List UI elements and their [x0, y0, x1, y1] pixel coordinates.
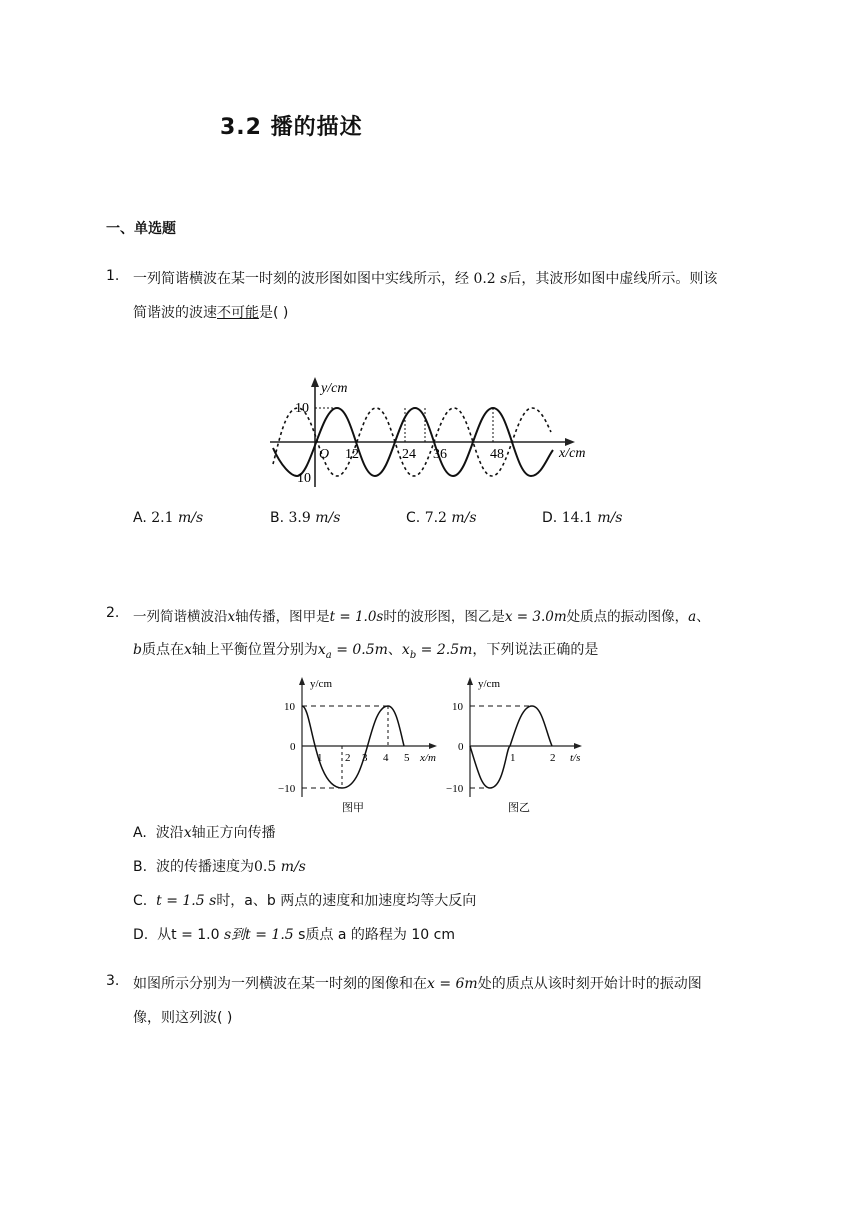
y-axis-arrow [299, 677, 305, 685]
y-tick-neg10: −10 [446, 783, 464, 795]
vibration-curve [470, 706, 552, 788]
x-tick-5: 5 [404, 752, 410, 764]
x-tick-24: 24 [402, 447, 416, 462]
x-tick-4: 4 [383, 752, 389, 764]
y-axis-label: y/cm [310, 678, 332, 690]
x-tick-12: 12 [345, 447, 359, 462]
question-1-option-d[interactable]: D. 14.1 m/s [542, 510, 623, 526]
y-axis-label: y/cm [321, 381, 348, 396]
t-axis-label: t/s [570, 752, 581, 764]
y-axis-label: y/cm [478, 678, 500, 690]
question-2-option-a[interactable]: A. 波沿x轴正方向传播 [133, 825, 276, 841]
question-1-option-a[interactable]: A. 2.1 m/s [133, 510, 204, 526]
question-1-number: 1. [106, 268, 120, 284]
y-axis-arrow [311, 377, 319, 387]
origin-label: O [319, 447, 330, 462]
y-tick-0: 0 [458, 741, 464, 753]
question-3-number: 3. [106, 973, 120, 989]
question-1-option-c[interactable]: C. 7.2 m/s [406, 510, 477, 526]
question-2-line-2: b质点在x轴上平衡位置分别为$x_a = 0.5m$、$x_b = 2.5m$，下列说法正确的是 [133, 642, 599, 661]
wave-curve [302, 706, 404, 788]
x-tick-48: 48 [490, 447, 504, 462]
question-1-line-1: 一列简谐横波在某一时刻的波形图如图中实线所示，经 0.2 s后，其波形如图中虚线所示。则该 [133, 271, 718, 287]
figure-caption: 图乙 [508, 802, 530, 814]
t-tick-2: 2 [550, 752, 556, 764]
x-tick-2: 2 [345, 752, 351, 764]
x-tick-3: 3 [362, 752, 368, 764]
x-tick-36: 36 [433, 447, 447, 462]
y-tick-10: 10 [284, 701, 295, 713]
y-tick-top: 10 [295, 401, 309, 416]
y-tick-neg10: −10 [278, 783, 296, 795]
y-tick-bottom: 10 [297, 471, 311, 486]
figure-caption: 图甲 [342, 802, 364, 814]
question-2-number: 2. [106, 605, 120, 621]
t-tick-1: 1 [510, 752, 516, 764]
y-tick-10: 10 [452, 701, 463, 713]
x-tick-1: 1 [317, 752, 323, 764]
question-2-option-c[interactable]: C. t = 1.5 s时，a、b 两点的速度和加速度均等大反向 [133, 893, 477, 909]
figure-jia [272, 672, 442, 818]
question-1-option-b[interactable]: B. 3.9 m/s [270, 510, 341, 526]
underlined-text: 不可能 [217, 305, 259, 321]
section-heading: 一、单选题 [106, 221, 176, 237]
question-3-line-1: 如图所示分别为一列横波在某一时刻的图像和在x = 6m处的质点从该时刻开始计时的振动图 [133, 976, 702, 992]
question-2-option-d[interactable]: D. 从t = 1.0 s到t = 1.5 s质点 a 的路程为 10 cm [133, 927, 455, 943]
question-1-wave-figure [265, 372, 595, 490]
question-2-option-b[interactable]: B. 波的传播速度为0.5 m/s [133, 859, 306, 875]
x-axis-label: x/cm [559, 446, 586, 461]
x-axis-arrow [429, 743, 437, 749]
question-3-line-2: 像，则这列波( ) [133, 1010, 233, 1026]
x-axis-arrow [565, 438, 575, 446]
x-axis-label: x/m [420, 752, 436, 764]
y-axis-arrow [467, 677, 473, 685]
x-axis-arrow [574, 743, 582, 749]
y-tick-0: 0 [290, 741, 296, 753]
question-2-line-1: 一列简谐横波沿x轴传播，图甲是t = 1.0s时的波形图，图乙是x = 3.0m处质点的振动图像，a、 [133, 609, 710, 625]
page-title: 3.2 播的描述 [220, 115, 363, 140]
question-1-line-2: 简谐波的波速不可能是( ) [133, 305, 289, 321]
figure-yi [442, 672, 592, 818]
